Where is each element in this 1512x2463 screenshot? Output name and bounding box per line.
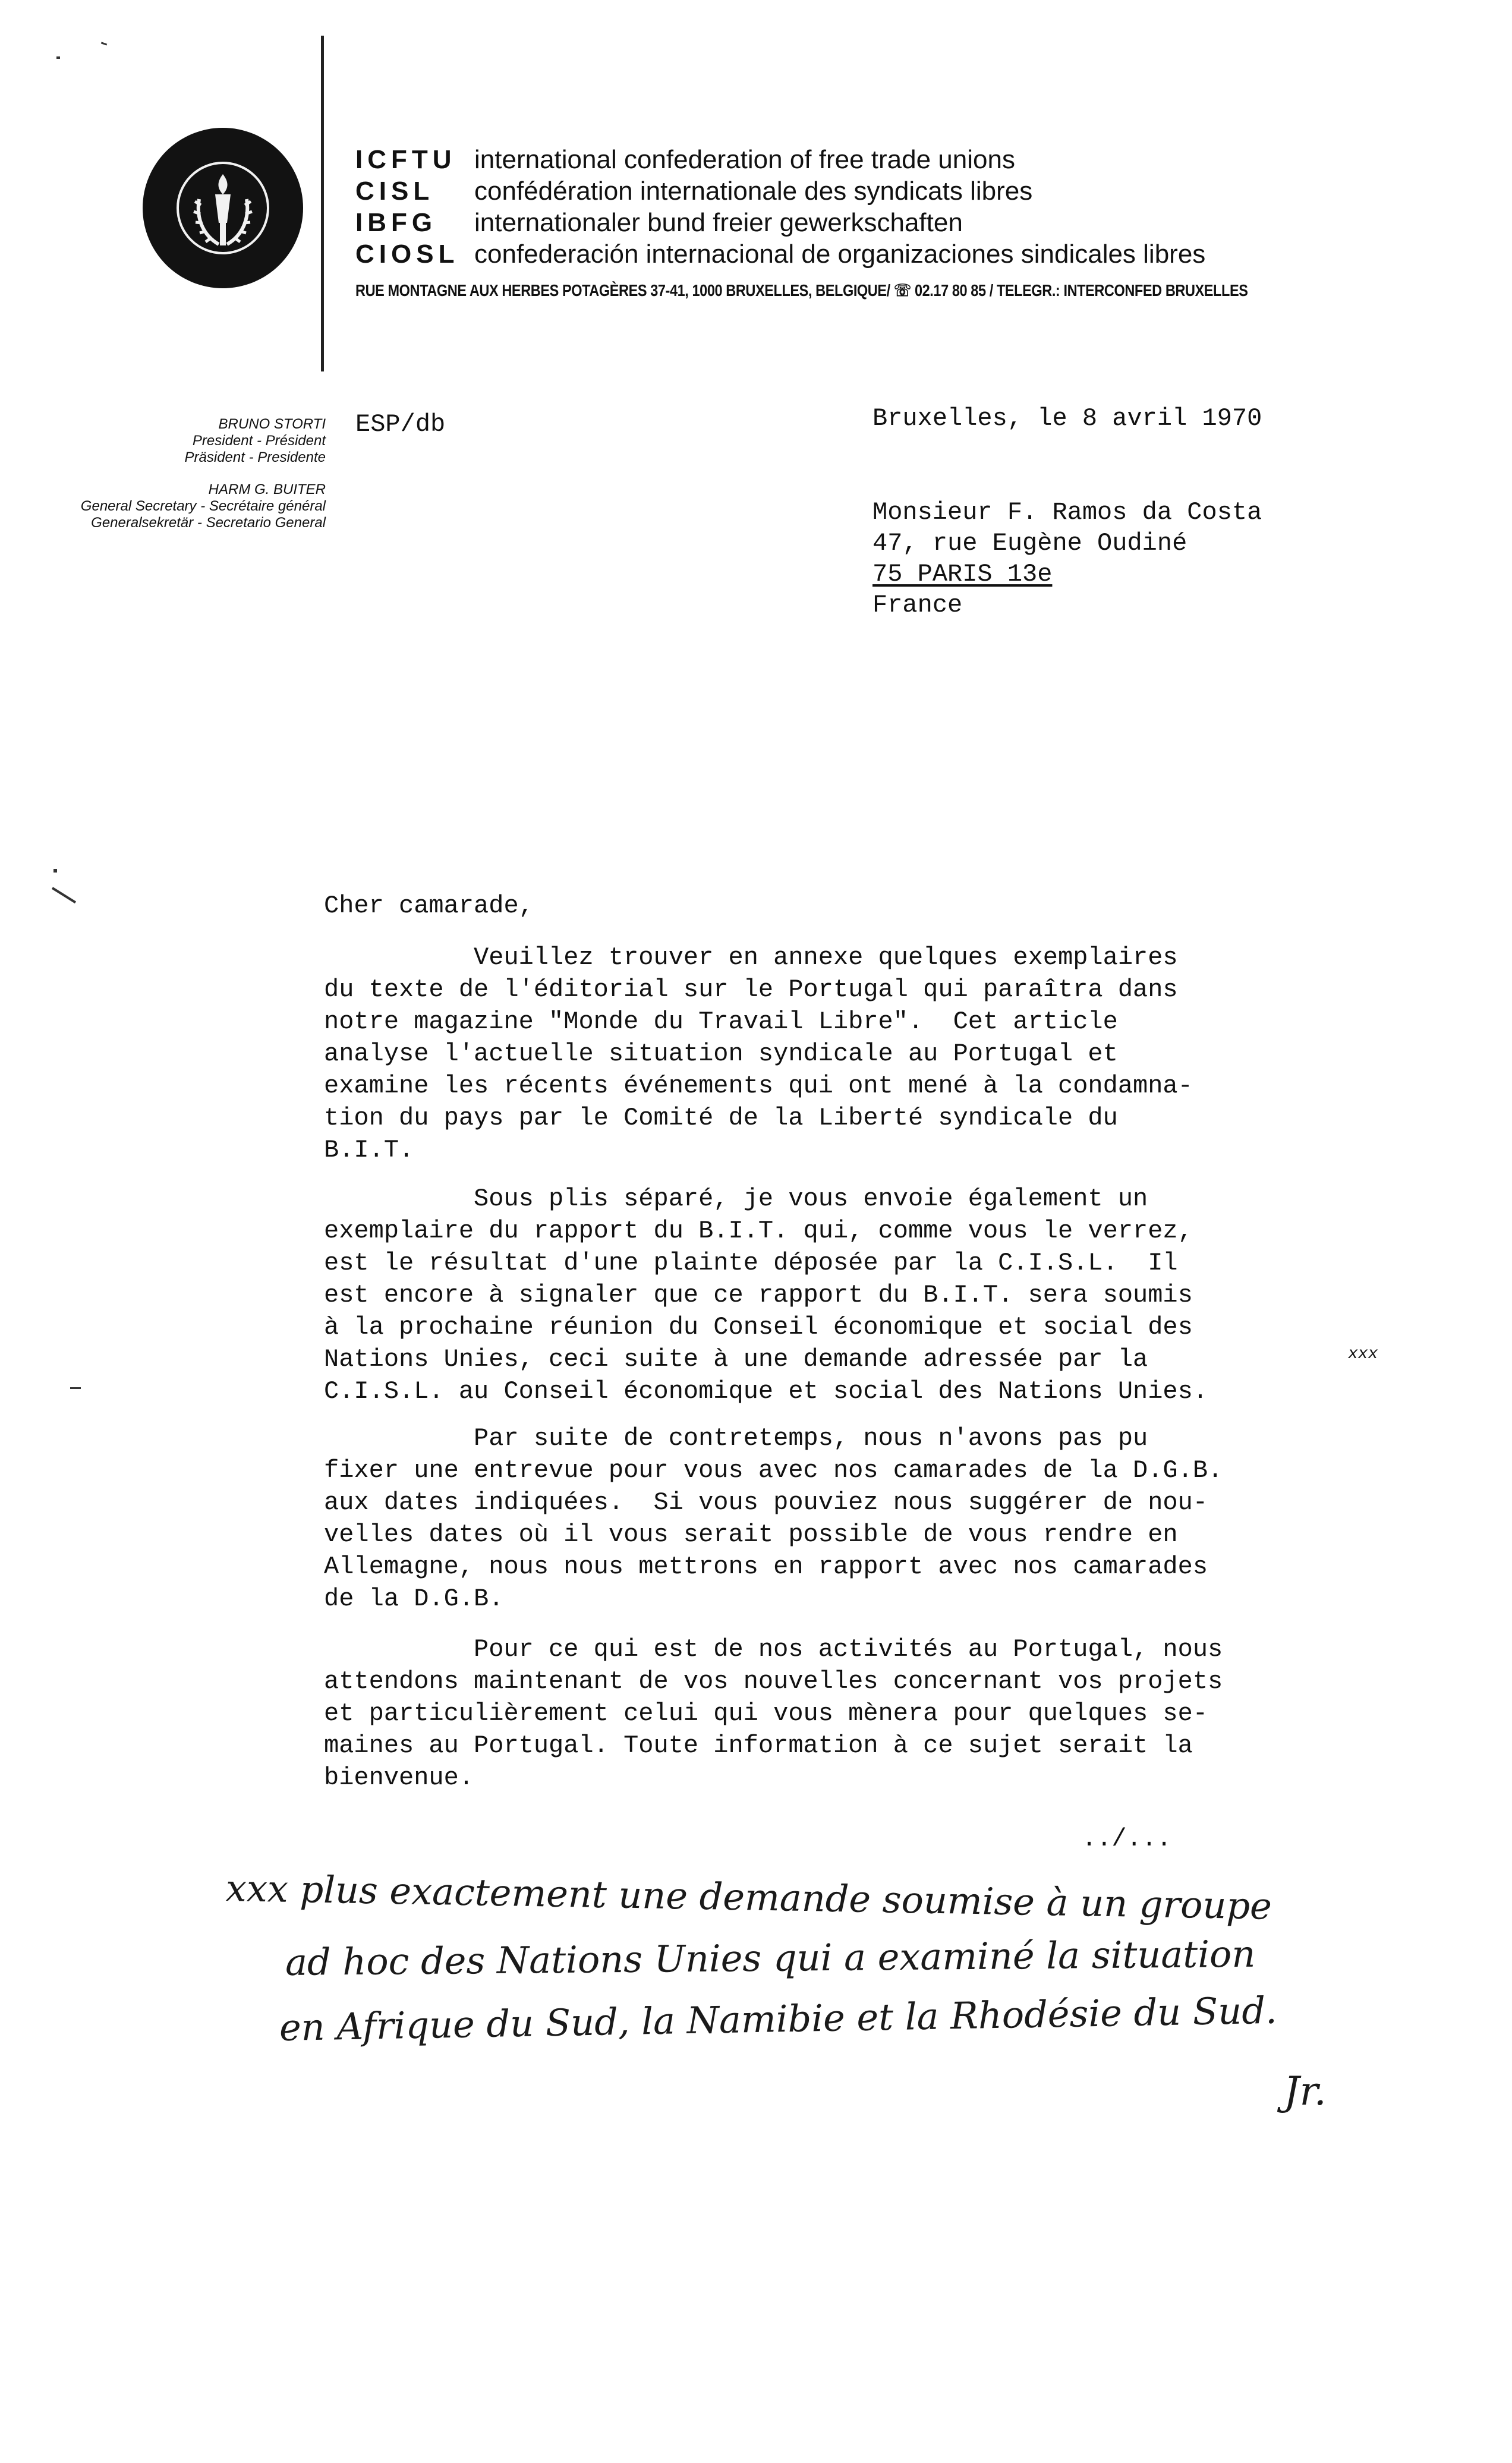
scan-speck — [52, 887, 76, 903]
page-continuation: ../... — [1082, 1825, 1172, 1853]
paragraph-line: exemplaire du rapport du B.I.T. qui, comme vous le verrez, — [324, 1217, 1193, 1245]
letterhead-divider — [321, 36, 324, 371]
org-name: confédération internationale des syndicats libres — [474, 177, 1033, 206]
paragraph-line: fixer une entrevue pour vous avec nos camarades de la D.G.B. — [324, 1456, 1223, 1485]
org-name: internationaler bund freier gewerkschaften — [474, 208, 963, 237]
org-line-icftu — [355, 144, 1015, 175]
paragraph-line: est le résultat d'une plainte déposée par la C.I.S.L. Il — [324, 1249, 1178, 1277]
paragraph-3 — [324, 1422, 1394, 1615]
paragraph-line: Allemagne, nous nous mettrons en rapport avec nos camarades — [324, 1552, 1208, 1581]
paragraph-line: de la D.G.B. — [324, 1585, 504, 1613]
paragraph-4 — [324, 1633, 1394, 1794]
president-name: BRUNO STORTI — [218, 416, 326, 432]
paragraph-line: Nations Unies, ceci suite à une demande adressée par la — [324, 1345, 1148, 1374]
scan-speck — [53, 869, 57, 873]
paragraph-line: Sous plis séparé, je vous envoie également un — [324, 1185, 1148, 1213]
org-abbr: IBFG — [355, 208, 437, 237]
secretary-title: General Secretary - Secrétaire général — [80, 498, 326, 514]
paragraph-line: du texte de l'éditorial sur le Portugal qui paraîtra dans — [324, 975, 1178, 1004]
paragraph-line: B.I.T. — [324, 1136, 414, 1164]
paragraph-line: Veuillez trouver en annexe quelques exemplaires — [324, 943, 1178, 972]
org-name: international confederation of free trade unions — [474, 145, 1015, 174]
secretary-title: Generalsekretär - Secretario General — [91, 515, 326, 531]
recipient-country: France — [872, 591, 963, 619]
secretary-name: HARM G. BUITER — [208, 481, 326, 497]
handwritten-line: ad hoc des Nations Unies qui a examiné la situation — [285, 1932, 1256, 1984]
reference-code: ESP/db — [355, 410, 446, 439]
paragraph-line: bienvenue. — [324, 1763, 474, 1792]
paragraph-line: aux dates indiquées. Si vous pouviez nous suggérer de nou- — [324, 1488, 1208, 1517]
letterhead-address: RUE MONTAGNE AUX HERBES POTAGÈRES 37-41, 1000 BRUXELLES, BELGIQUE/ ☏ 02.17 80 85 / TELEGR.: INTERCONFED BRUXELLES — [355, 281, 1248, 300]
scan-speck — [56, 56, 60, 59]
org-abbr: CISL — [355, 177, 434, 206]
paragraph-line: C.I.S.L. au Conseil économique et social des Nations Unies. — [324, 1377, 1208, 1406]
handwritten-line: en Afrique du Sud, la Namibie et la Rhodésie du Sud. — [279, 1988, 1278, 2049]
paragraph-line: attendons maintenant de vos nouvelles concernant vos projets — [324, 1667, 1223, 1696]
paragraph-line: analyse l'actuelle situation syndicale au Portugal et — [324, 1040, 1118, 1068]
recipient-name: Monsieur F. Ramos da Costa — [872, 498, 1262, 527]
org-name: confederación internacional de organizaciones sindicales libres — [474, 240, 1206, 269]
paragraph-line: à la prochaine réunion du Conseil économique et social des — [324, 1313, 1193, 1341]
letter-date: Bruxelles, le 8 avril 1970 — [872, 404, 1262, 433]
icftu-torch-logo — [143, 128, 303, 288]
paragraph-line: et particulièrement celui qui vous mènera pour quelques se- — [324, 1699, 1208, 1728]
paragraph-line: Par suite de contretemps, nous n'avons pas pu — [324, 1424, 1148, 1453]
paragraph-line: est encore à signaler que ce rapport du B.I.T. sera soumis — [324, 1281, 1193, 1309]
paragraph-line: velles dates où il vous serait possible de vous rendre en — [324, 1520, 1178, 1549]
paragraph-line: notre magazine "Monde du Travail Libre". Cet article — [324, 1007, 1118, 1036]
paragraph-line: examine les récents événements qui ont mené à la condamna- — [324, 1072, 1193, 1100]
paragraph-line: Pour ce qui est de nos activités au Portugal, nous — [324, 1635, 1223, 1664]
paragraph-1 — [324, 941, 1394, 1166]
recipient-city: 75 PARIS 13e — [872, 560, 1053, 588]
scan-speck — [101, 42, 107, 45]
salutation: Cher camarade, — [324, 892, 534, 920]
torch-emblem-icon — [143, 128, 303, 288]
scan-speck — [70, 1387, 81, 1389]
recipient-street: 47, rue Eugène Oudiné — [872, 529, 1187, 558]
president-title: President - Président — [192, 433, 326, 449]
margin-mark: xxx — [1348, 1345, 1378, 1363]
paragraph-2 — [324, 1183, 1394, 1407]
president-title: Präsident - Presidente — [184, 449, 326, 465]
org-line-cisl — [355, 176, 1032, 207]
paragraph-line: maines au Portugal. Toute information à ce sujet serait la — [324, 1731, 1193, 1760]
handwritten-initials: Jr. — [1284, 2068, 1327, 2114]
handwritten-line: xxx plus exactement une demande soumise à un groupe — [225, 1866, 1272, 1928]
org-line-ibfg — [355, 207, 963, 238]
org-abbr: CIOSL — [355, 240, 459, 269]
org-abbr: ICFTU — [355, 145, 456, 174]
paragraph-line: tion du pays par le Comité de la Liberté syndicale du — [324, 1104, 1118, 1132]
org-line-ciosl — [355, 239, 1205, 270]
